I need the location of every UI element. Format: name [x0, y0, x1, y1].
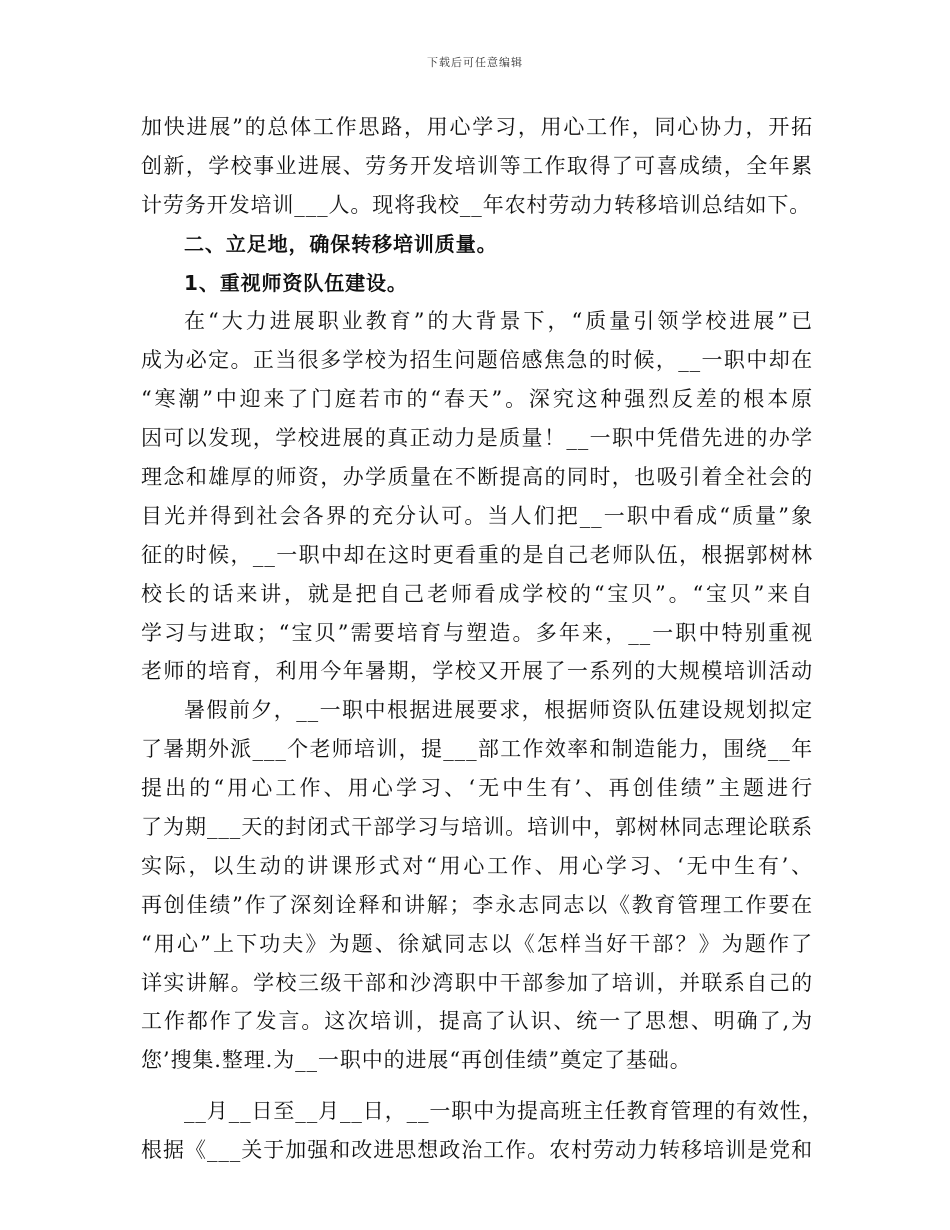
paragraph-line: 您’搜集.整理.为__一职中的进展“再创佳绩”奠定了基础。 — [141, 1048, 692, 1073]
paragraph-line: 再创佳绩”作了深刻诠释和讲解；李永志同志以《教育管理工作要在 — [141, 892, 813, 917]
section-heading: 二、立足地，确保转移培训质量。 — [184, 231, 498, 256]
paragraph-line: 详实讲解。学校三级干部和沙湾职中干部参加了培训，并联系自己的 — [141, 970, 813, 995]
document-body — [141, 108, 824, 1170]
paragraph-line: “寒潮”中迎来了门庭若市的“春天”。深究这种强烈反差的根本原 — [141, 387, 813, 412]
paragraph-line: 计劳务开发培训___人。现将我校__年农村劳动力转移培训总结如下。 — [141, 192, 812, 217]
paragraph-line: __月__日至__月__日，__一职中为提高班主任教育管理的有效性， — [184, 1099, 824, 1124]
page-header: 下载后可任意编辑 — [427, 56, 523, 69]
paragraph-line: “用心”上下功夫》为题、徐斌同志以《怎样当好干部？》为题作了 — [141, 931, 813, 956]
subsection-heading: 1、重视师资队伍建设。 — [184, 270, 408, 295]
paragraph-line: 了暑期外派___个老师培训，提___部工作效率和制造能力，围绕__年 — [141, 737, 813, 762]
paragraph-line: 根据《___关于加强和改进思想政治工作。农村劳动力转移培训是党和 — [141, 1138, 813, 1163]
paragraph-line: 成为必定。正当很多学校为招生问题倍感焦急的时候，__一职中却在 — [141, 348, 813, 373]
paragraph-line: 征的时候，__一职中却在这时更看重的是自己老师队伍，根据郭树林 — [141, 542, 813, 567]
paragraph-line: 加快进展”的总体工作思路，用心学习，用心工作，同心协力，开拓 — [141, 115, 813, 139]
paragraph-line: 实际，以生动的讲课形式对“用心工作、用心学习、‘无中生有’、 — [141, 853, 813, 878]
paragraph-line: 理念和雄厚的师资，办学质量在不断提高的同时，也吸引着全社会的 — [141, 465, 813, 490]
paragraph-line: 在“大力进展职业教育”的大背景下，“质量引领学校进展”已 — [184, 309, 813, 334]
paragraph-line: 暑假前夕，__一职中根据进展要求，根据师资队伍建设规划拟定 — [184, 698, 813, 723]
paragraph-line: 提出的“用心工作、用心学习、‘无中生有’、再创佳绩”主题进行 — [141, 776, 813, 801]
paragraph-line: 了为期___天的封闭式干部学习与培训。培训中，郭树林同志理论联系 — [141, 815, 813, 840]
paragraph-line: 校长的话来讲，就是把自己老师看成学校的“宝贝”。“宝贝”来自 — [141, 581, 813, 606]
paragraph-line: 目光并得到社会各界的充分认可。当人们把__一职中看成“质量”象 — [141, 503, 813, 528]
paragraph-line: 学习与进取；“宝贝”需要培育与塑造。多年来，__一职中特别重视 — [141, 620, 813, 645]
paragraph-line: 创新，学校事业进展、劳务开发培训等工作取得了可喜成绩，全年累 — [141, 153, 813, 178]
paragraph-line: 工作都作了发言。这次培训，提高了认识、统一了思想、明确了,为 — [141, 1009, 813, 1034]
paragraph-line: 老师的培育，利用今年暑期，学校又开展了一系列的大规模培训活动 — [141, 659, 813, 684]
paragraph-line: 因可以发现，学校进展的真正动力是质量！__一职中凭借先进的办学 — [141, 426, 813, 451]
